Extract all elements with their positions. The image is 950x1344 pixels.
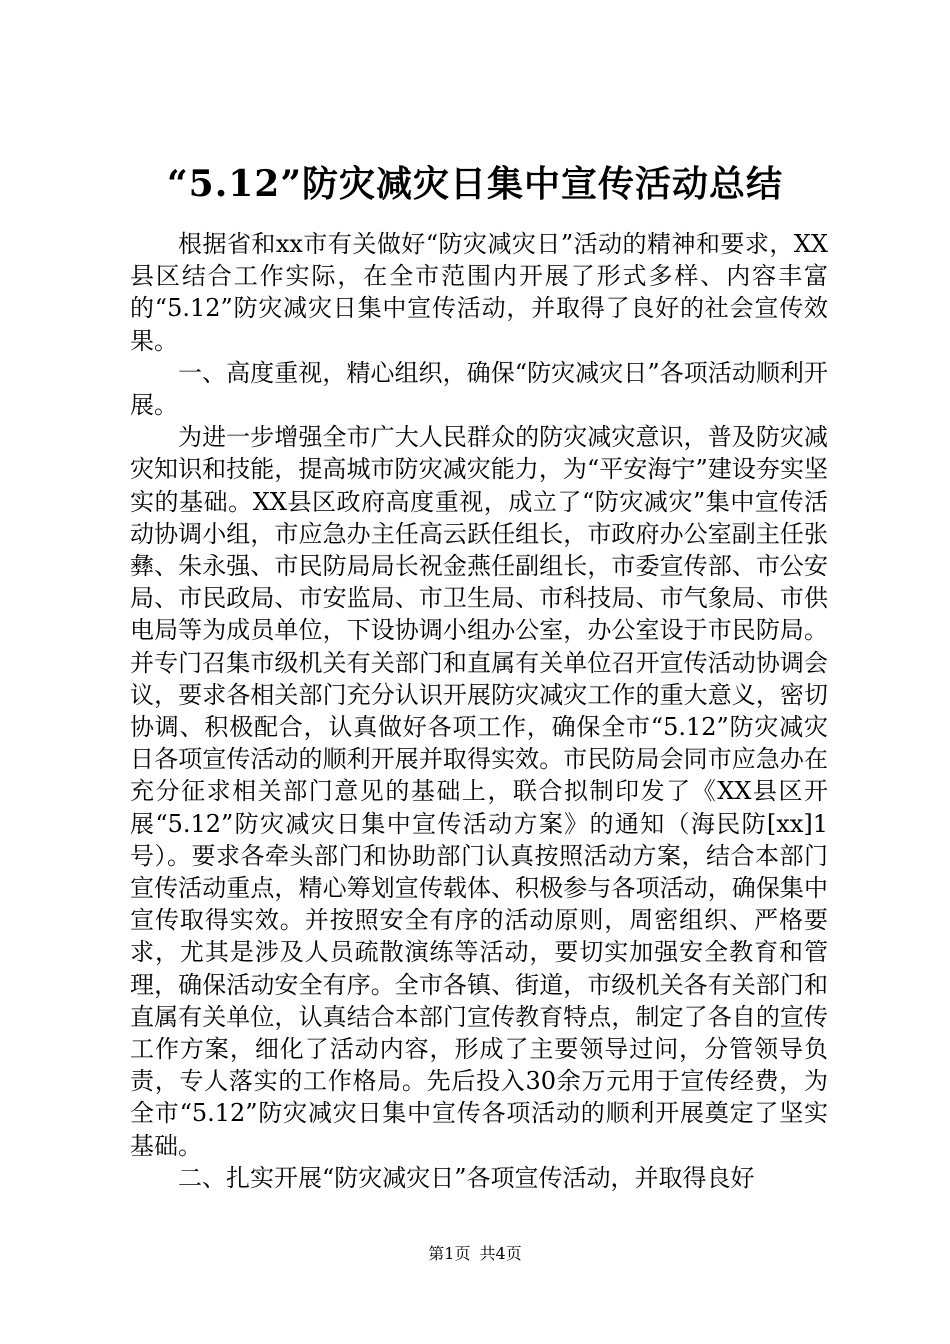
- page-total: 共4页: [479, 1244, 522, 1263]
- document-body: [130, 228, 828, 1194]
- section-heading-1: 一、高度重视，精心组织，确保“防灾减灾日”各项活动顺利开展。: [130, 358, 828, 420]
- section-heading-2: 二、扎实开展“防灾减灾日”各项宣传活动，并取得良好: [178, 1163, 755, 1192]
- paragraph-section-1: 为进一步增强全市广大人民群众的防灾减灾意识，普及防灾减灾知识和技能，提高城市防灾减灾能力，为“平安海宁”建设夯实坚实的基础。XX县区政府高度重视，成立了“防灾减灾”集中宣传活动协调小组，市应急办主任高云跃任组长，市政府办公室副主任张彝、朱永强、市民防局局长祝金燕任副组长，市委宣传部、市公安局、市民政局、市安监局、市卫生局、市科技局、市气象局、市供电局等为成员单位，下设协调小组办公室，办公室设于市民防局。并专门召集市级机关有关部门和直属有关单位召开宣传活动协调会议，要求各相关部门充分认识开展防灾减灾工作的重大意义，密切协调、积极配合，认真做好各项工作，确保全市“5.12”防灾减灾日各项宣传活动的顺利开展并取得实效。市民防局会同市应急办在充分征求相关部门意见的基础上，联合拟制印发了《XX县区开展“5.12”防灾减灾日集中宣传活动方案》的通知（海民防[xx]1号）。要求各牵头部门和协助部门认真按照活动方案，结合本部门宣传活动重点，精心筹划宣传载体、积极参与各项活动，确保集中宣传取得实效。并按照安全有序的活动原则，周密组织、严格要求，尤其是涉及人员疏散演练等活动，要切实加强安全教育和管理，确保活动安全有序。全市各镇、街道，市级机关各有关部门和直属有关单位，认真结合本部门宣传教育特点，制定了各自的宣传工作方案，细化了活动内容，形成了主要领导过问，分管领导负责，专人落实的工作格局。先后投入30余万元用于宣传经费，为全市“5.12”防灾减灾日集中宣传各项活动的顺利开展奠定了坚实基础。: [130, 423, 828, 1160]
- document-title: “5.12”防灾减灾日集中宣传活动总结: [166, 163, 784, 205]
- page-footer: [0, 1243, 950, 1265]
- page-number: 第1页: [428, 1244, 471, 1263]
- paragraph-intro: 根据省和xx市有关做好“防灾减灾日”活动的精神和要求，XX县区结合工作实际，在全市范围内开展了形式多样、内容丰富的“5.12”防灾减灾日集中宣传活动，并取得了良好的社会宣传效果。: [130, 230, 828, 355]
